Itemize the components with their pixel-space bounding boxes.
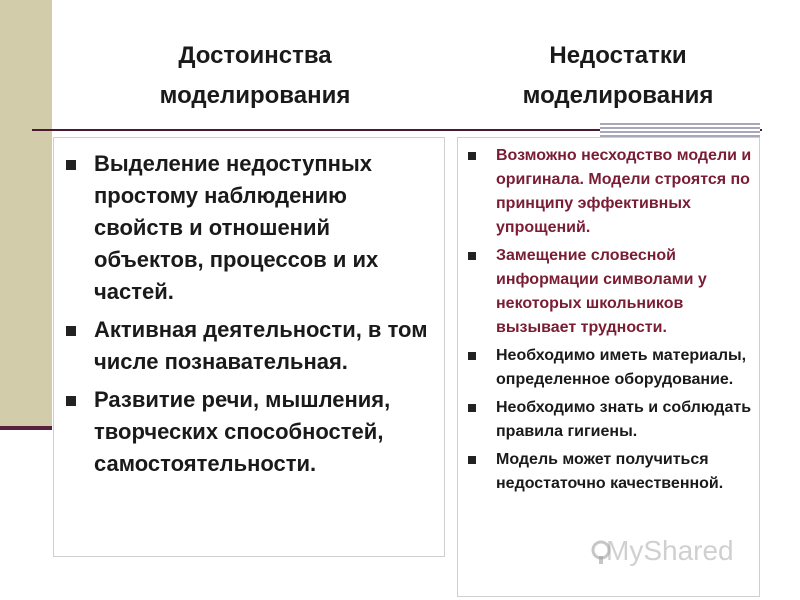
square-bullet-icon — [66, 326, 76, 336]
list-item-text: Активная деятельности, в том числе познавательная. — [94, 317, 428, 374]
advantages-list — [66, 148, 434, 480]
list-item — [66, 384, 434, 480]
list-item-text: Необходимо знать и соблюдать правила гигиены. — [496, 399, 752, 440]
square-bullet-icon — [468, 352, 476, 360]
disadvantages-heading-line-1: Недостатки — [549, 42, 687, 69]
decorative-sidebar-line — [0, 426, 52, 430]
list-item — [66, 314, 434, 378]
square-bullet-icon — [66, 396, 76, 406]
advantages-panel — [53, 137, 445, 557]
square-bullet-icon — [468, 456, 476, 464]
square-bullet-icon — [66, 160, 76, 170]
watermark-text: MyShared — [606, 535, 734, 566]
list-item — [468, 396, 755, 444]
square-bullet-icon — [468, 404, 476, 412]
list-item — [468, 244, 755, 340]
list-item — [66, 148, 434, 308]
list-item-text: Необходимо иметь материалы, определенное оборудование. — [496, 347, 747, 388]
list-item — [468, 344, 755, 392]
list-item-text: Выделение недоступных простому наблюдению свойств и отношений объектов, процессов и их частей. — [94, 151, 379, 304]
list-item-text: Замещение словесной информации символами у некоторых школьников вызывает трудности. — [496, 247, 707, 336]
square-bullet-icon — [468, 252, 476, 260]
list-item-text: Возможно несходство модели и оригинала. Модели строятся по принципу эффективных упрощений. — [496, 147, 752, 236]
header-divider-stripes — [600, 123, 760, 137]
disadvantages-heading — [458, 36, 778, 116]
disadvantages-list — [468, 144, 755, 496]
square-bullet-icon — [468, 152, 476, 160]
advantages-heading-line-1: Достоинства — [178, 42, 332, 69]
advantages-heading-line-2: моделирования — [159, 82, 351, 109]
decorative-sidebar — [0, 0, 52, 430]
list-item — [468, 448, 755, 496]
list-item-text: Модель может получиться недостаточно качественной. — [496, 451, 724, 492]
list-item — [468, 144, 755, 240]
advantages-heading — [90, 36, 420, 116]
disadvantages-panel — [457, 137, 760, 597]
disadvantages-heading-line-2: моделирования — [522, 82, 714, 109]
list-item-text: Развитие речи, мышления, творческих способностей, самостоятельности. — [94, 387, 391, 476]
